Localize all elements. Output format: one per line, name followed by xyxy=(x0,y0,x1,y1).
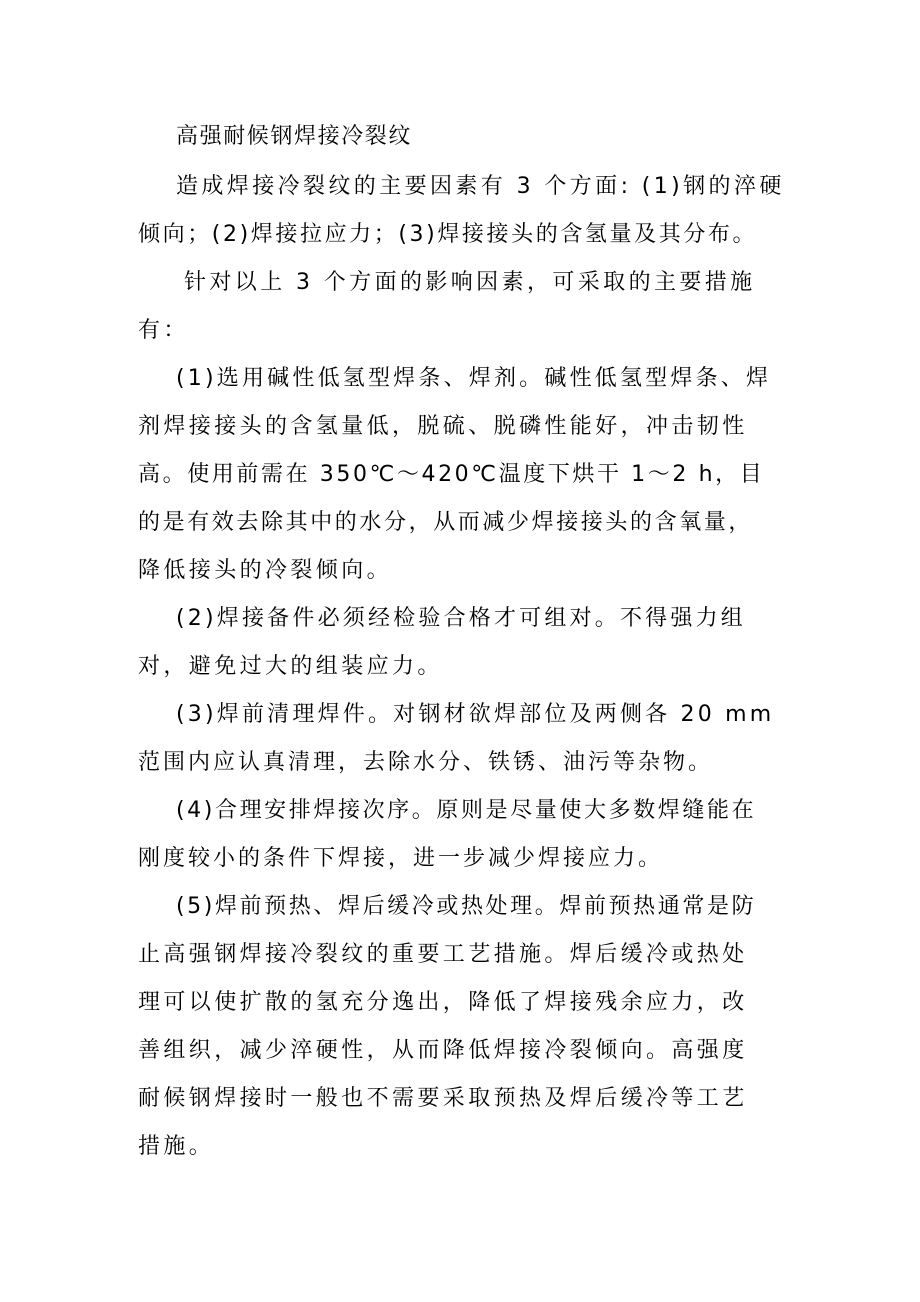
paragraph-3-line-4: 的是有效去除其中的水分，从而减少焊接接头的含氧量， xyxy=(138,510,754,535)
paragraph-2-line-1: 针对以上 3 个方面的影响因素，可采取的主要措施 xyxy=(184,270,756,295)
paragraph-7-line-4: 善组织，减少淬硬性，从而降低焊接冷裂倾向。高强度 xyxy=(138,1038,748,1063)
paragraph-6-line-2: 刚度较小的条件下焊接，进一步减少焊接应力。 xyxy=(138,846,664,871)
paragraph-4-line-2: 对，避免过大的组装应力。 xyxy=(138,654,443,679)
paragraph-7-line-1: (5)焊前预热、焊后缓冷或热处理。焊前预热通常是防 xyxy=(176,894,757,919)
paragraph-3-line-3: 高。使用前需在 350℃～420℃温度下烘干 1～2 h，目 xyxy=(138,462,765,487)
paragraph-3-line-2: 剂焊接接头的含氢量低，脱硫、脱磷性能好，冲击韧性 xyxy=(138,414,748,439)
paragraph-2-line-2: 有： xyxy=(138,318,189,343)
paragraph-7-line-5: 耐候钢焊接时一般也不需要采取预热及焊后缓冷等工艺 xyxy=(138,1086,748,1111)
paragraph-1-line-2: 倾向；(2)焊接拉应力；(3)焊接接头的含氢量及其分布。 xyxy=(138,222,758,247)
paragraph-7-line-2: 止高强钢焊接冷裂纹的重要工艺措施。焊后缓冷或热处 xyxy=(138,942,748,967)
document-title: 高强耐候钢焊接冷裂纹 xyxy=(176,124,413,149)
paragraph-1-line-1: 造成焊接冷裂纹的主要因素有 3 个方面: (1)钢的淬硬 xyxy=(176,174,785,199)
paragraph-7-line-6: 措施。 xyxy=(138,1134,215,1159)
paragraph-6-line-1: (4)合理安排焊接次序。原则是尽量使大多数焊缝能在 xyxy=(176,798,757,823)
paragraph-5-line-1: (3)焊前清理焊件。对钢材欲焊部位及两侧各 20 mm xyxy=(176,702,775,727)
paragraph-3-line-5: 降低接头的冷裂倾向。 xyxy=(138,558,393,583)
paragraph-7-line-3: 理可以使扩散的氢充分逸出，降低了焊接残余应力，改 xyxy=(138,990,748,1015)
paragraph-3-line-1: (1)选用碱性低氢型焊条、焊剂。碱性低氢型焊条、焊 xyxy=(176,366,772,391)
paragraph-5-line-2: 范围内应认真清理，去除水分、铁锈、油污等杂物。 xyxy=(138,750,714,775)
paragraph-4-line-1: (2)焊接备件必须经检验合格才可组对。不得强力组 xyxy=(176,606,746,631)
